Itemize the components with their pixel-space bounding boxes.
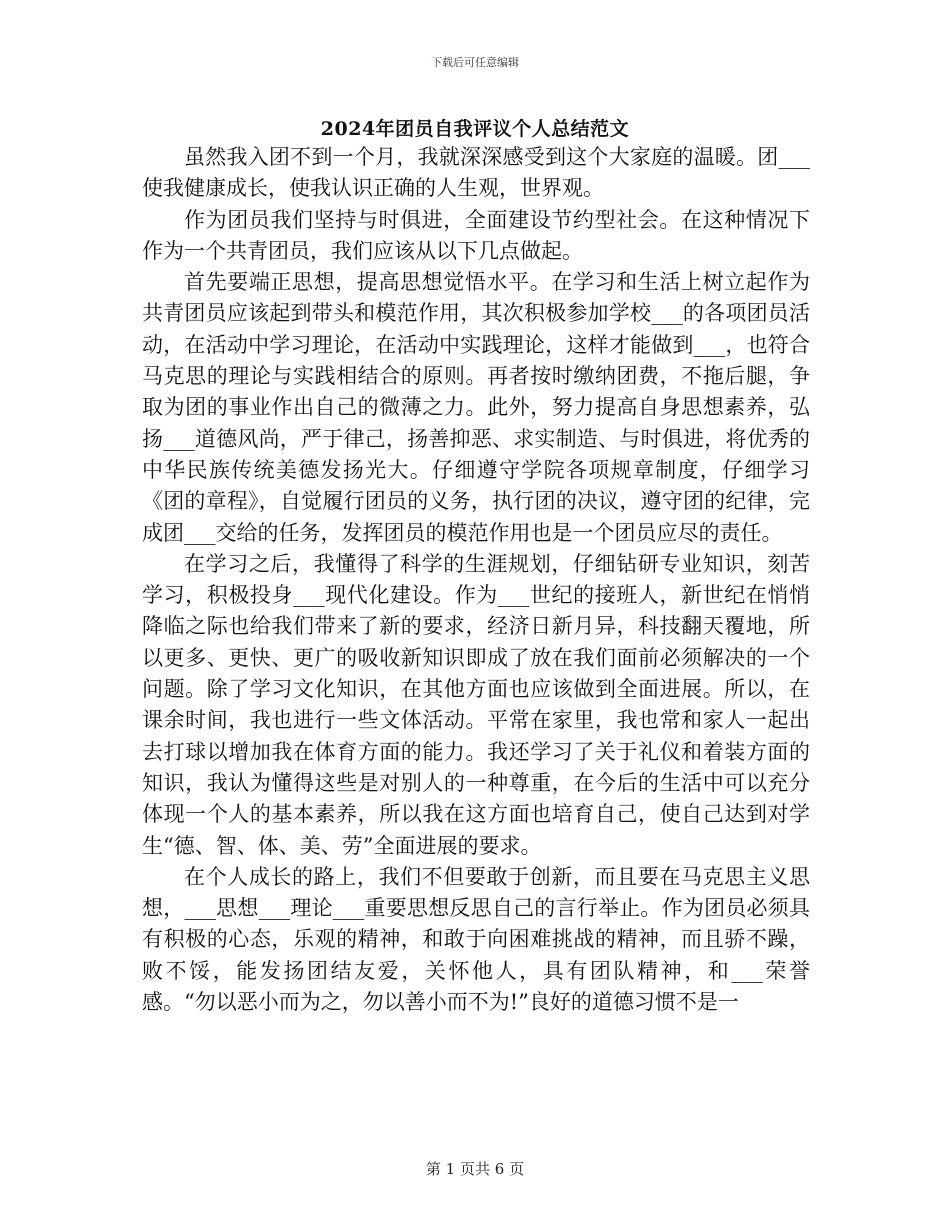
paragraph-5: 在个人成长的路上，我们不但要敢于创新，而且要在马克思主义思想，___思想___理论___重要思想反思自己的言行举止。作为团员必须具有积极的心态，乐观的精神，和敢于向困难挑战的精神，而且骄不躁，败不馁，能发扬团结友爱，关怀他人，具有团队精神，和___荣誉感。“勿以恶小而为之，勿以善小而不为!”良好的道德习惯不是一 (142, 864, 810, 1015)
document-title: 2024年团员自我评议个人总结范文 (320, 118, 630, 140)
paragraph-1: 虽然我入团不到一个月，我就深深感受到这个大家庭的温暖。团___使我健康成长，使我认识正确的人生观，世界观。 (142, 145, 810, 201)
paragraph-2: 作为团员我们坚持与时俱进，全面建设节约型社会。在这种情况下作为一个共青团员，我们应该从以下几点做起。 (142, 207, 810, 263)
paragraph-3: 首先要端正思想，提高思想觉悟水平。在学习和生活上树立起作为共青团员应该起到带头和模范作用，其次积极参加学校___的各项团员活动，在活动中学习理论，在活动中实践理论，这样才能做到___，也符合马克思的理论与实践相结合的原则。再者按时缴纳团费，不拖后腿，争取为团的事业作出自己的微薄之力。此外，努力提高自身思想素养，弘扬___道德风尚，严于律己，扬善抑恶、求实制造、与时俱进，将优秀的中华民族传统美德发扬光大。仔细遵守学院各项规章制度，仔细学习《团的章程》，自觉履行团员的义务，执行团的决议，遵守团的纪律，完成团___交给的任务，发挥团员的模范作用也是一个团员应尽的责任。 (142, 270, 810, 545)
document-body (142, 142, 810, 1018)
page-footer: 第 1 页共 6 页 (425, 1160, 525, 1178)
header-note: 下载后可任意编辑 (431, 56, 519, 69)
paragraph-4: 在学习之后，我懂得了科学的生涯规划，仔细钻研专业知识，刻苦学习，积极投身___现代化建设。作为___世纪的接班人，新世纪在悄悄降临之际也给我们带来了新的要求，经济日新月异，科技翻天覆地，所以更多、更快、更广的吸收新知识即成了放在我们面前必须解决的一个问题。除了学习文化知识，在其他方面也应该做到全面进展。所以，在课余时间，我也进行一些文体活动。平常在家里，我也常和家人一起出去打球以增加我在体育方面的能力。我还学习了关于礼仪和着装方面的知识，我认为懂得这些是对别人的一种尊重，在今后的生活中可以充分体现一个人的基本素养，所以我在这方面也培育自己，使自己达到对学生“德、智、体、美、劳”全面进展的要求。 (142, 551, 810, 858)
